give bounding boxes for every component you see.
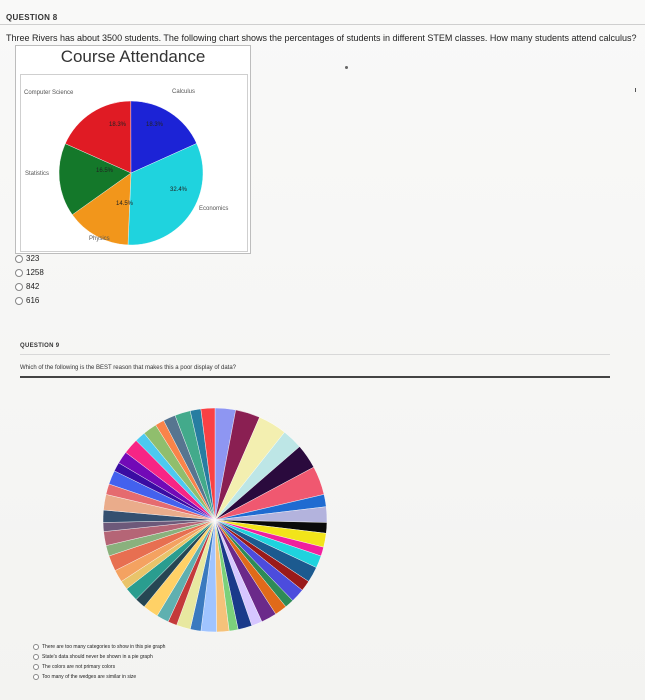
answer-option[interactable] — [33, 674, 136, 680]
question-text: Which of the following is the BEST reason that makes this a poor display of data? — [20, 365, 237, 371]
answer-option[interactable] — [33, 654, 153, 660]
radio-button[interactable] — [15, 283, 23, 291]
slice-label-statistics: Statistics — [25, 171, 50, 177]
slice-label-computer-science: Computer Science — [24, 90, 74, 96]
pie-svg — [20, 380, 350, 645]
question-header: QUESTION 8 — [6, 13, 58, 22]
slice-label-economics: Economics — [199, 206, 229, 212]
divider — [0, 24, 645, 25]
option-label: Too many of the wedges are similar in size — [42, 674, 137, 680]
radio-button[interactable] — [15, 255, 23, 263]
divider — [20, 354, 610, 355]
radio-button[interactable] — [33, 664, 39, 670]
option-label: 842 — [26, 282, 40, 291]
data-label: 16.5% — [96, 168, 114, 174]
slice-label-physics: Physics — [89, 236, 110, 242]
pie-svg — [21, 75, 247, 251]
option-label: State's data should never be shown in a pie graph — [42, 654, 153, 660]
data-label: 32.4% — [170, 187, 188, 193]
answer-option[interactable] — [15, 296, 39, 305]
plot-area — [20, 74, 248, 252]
slice-label-calculus: Calculus — [172, 89, 196, 95]
data-label: 18.3% — [146, 122, 164, 128]
option-label: There are too many categories to show in this pie graph — [42, 644, 166, 650]
radio-button[interactable] — [15, 269, 23, 277]
answer-option[interactable] — [15, 282, 39, 291]
answer-option[interactable] — [15, 268, 44, 277]
option-label: 323 — [26, 254, 40, 263]
answer-option[interactable] — [33, 664, 115, 670]
option-label: 616 — [26, 296, 40, 305]
answer-option[interactable] — [33, 644, 165, 650]
pie-chart — [15, 45, 251, 254]
question-text: Three Rivers has about 3500 students. The following chart shows the percentages of students in different STEM classes. How many students attend calculus? — [6, 33, 637, 43]
data-label: 18.3% — [109, 122, 127, 128]
answer-option[interactable] — [15, 254, 39, 263]
divider — [20, 376, 610, 378]
radio-button[interactable] — [33, 654, 39, 660]
chart-title: Course Attendance — [60, 47, 206, 66]
many-slice-pie-chart — [20, 380, 350, 645]
question-header: QUESTION 9 — [20, 343, 60, 349]
option-label: The colors are not primary colors — [42, 664, 116, 670]
radio-button[interactable] — [33, 674, 39, 680]
data-label: 14.5% — [116, 201, 134, 207]
radio-button[interactable] — [15, 297, 23, 305]
stray-mark — [635, 88, 636, 92]
option-label: 1258 — [26, 268, 44, 277]
radio-button[interactable] — [33, 644, 39, 650]
stray-mark — [345, 66, 348, 69]
